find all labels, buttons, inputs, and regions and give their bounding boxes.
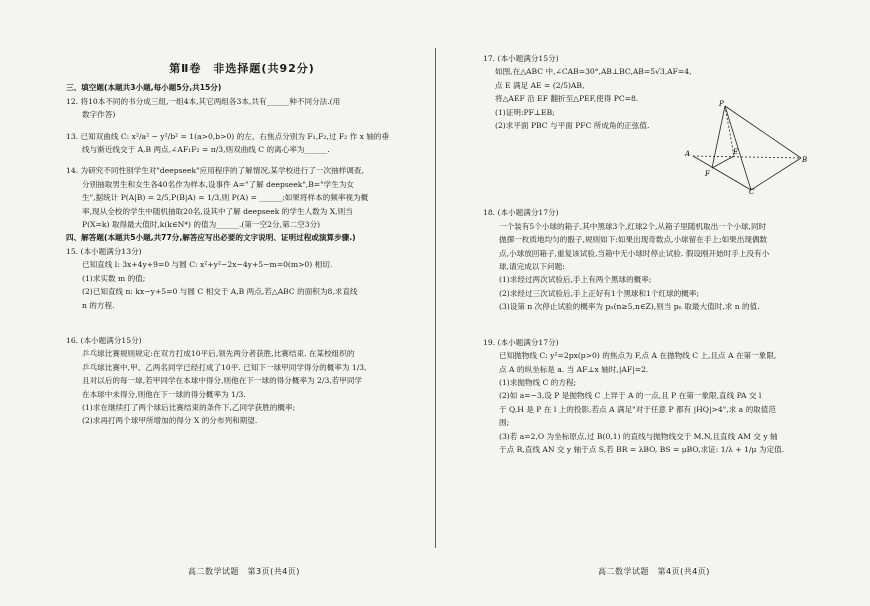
q19-line: 19. (本小题满分17分) bbox=[483, 337, 559, 347]
label-C: C bbox=[749, 188, 755, 194]
footer-left: 高二数学试题 第3页(共4页) bbox=[188, 567, 300, 576]
q18-line: 一个装有5个小球的箱子,其中黑球3个,红球2个,从箱子里随机取出一个小球,同时 bbox=[499, 221, 767, 231]
q17-line: (1)证明:PF⊥EB; bbox=[495, 107, 555, 117]
q19-line: 已知抛物线 C: y²=2px(p>0) 的焦点为 F,点 A 在抛物线 C 上,且点 A 在第一象限, bbox=[499, 351, 777, 361]
question-16 bbox=[66, 334, 418, 428]
q19-line: 点 A 的纵坐标是 a. 当 AF⊥x 轴时,|AF|=2. bbox=[499, 364, 649, 374]
edge-FE bbox=[712, 156, 734, 168]
edge-CB bbox=[751, 158, 801, 190]
q18-line: 18. (本小题满分17分) bbox=[483, 208, 559, 218]
fill-section-heading: 三、填空题(本题共3小题,每小题5分,共15分) bbox=[66, 83, 222, 93]
q15-line: 已知直线 l: 3x+4y+9=0 与圆 C: x²+y²−2x−4y+5−m=0(m>0) 相切. bbox=[82, 260, 333, 270]
label-B: B bbox=[802, 156, 808, 164]
q17-line: 将△AEF 沿 EF 翻折至△PEF,使得 PC=8. bbox=[495, 94, 639, 104]
q15-line: n 的方程. bbox=[82, 300, 115, 310]
q18-line: (3)设第 n 次停止试验的概率为 pₙ(n≥5,n∈Z),则当 pₙ 取最大值时,求 n 的值. bbox=[499, 302, 760, 312]
q18-line: 球,请完成以下问题: bbox=[499, 262, 565, 272]
q16-line: 16. (本小题满分15分) bbox=[66, 335, 142, 345]
q19-line: 围; bbox=[499, 418, 510, 428]
question-13 bbox=[66, 130, 418, 157]
label-P: P bbox=[719, 100, 724, 108]
q12-line: 数字作答) bbox=[82, 110, 116, 120]
footer-right: 高二数学试题 第4页(共4页) bbox=[598, 567, 710, 576]
q14-line: 率,现从全校的学生中随机抽取20名,设其中了解 deepseek 的学生人数为 X,则当 bbox=[82, 206, 353, 216]
column-divider bbox=[435, 48, 436, 548]
q16-line: (1)求在继续打了两个球后比赛结束的条件下,乙同学获胜的概率; bbox=[82, 402, 296, 412]
pyramid-diagram bbox=[683, 98, 809, 194]
q18-line: 抛掷一枚质地均匀的骰子,规则如下:如果出现奇数点,小球留在手上;如果出现偶数 bbox=[499, 235, 768, 245]
question-14 bbox=[66, 164, 418, 231]
label-E: E bbox=[733, 148, 739, 156]
question-15 bbox=[66, 245, 418, 312]
label-F: F bbox=[705, 170, 710, 178]
q19-line: (2)如 a=−3,设 P 是抛物线 C 上异于 A 的一点,且 P 在第一象限,直线 PA 交 l bbox=[499, 391, 762, 401]
question-19 bbox=[483, 336, 817, 457]
part-title: 第Ⅱ卷 非选择题(共92分) bbox=[169, 62, 315, 75]
q13-line: 线与渐近线交于 A,B 两点,∠AF₁F₂ = π/3,则双曲线 C 的离心率为______. bbox=[82, 145, 330, 155]
q12-line: 12. 将10本不同的书分成三组,一组4本,其它两组各3本,共有______种不同分法.(用 bbox=[66, 96, 341, 106]
q15-line: (1)求实数 m 的值; bbox=[82, 273, 146, 283]
q15-line: (2)已知直线 n: kx−y+5=0 与圆 C 相交于 A,B 两点,若△ABC 的面积为8,求直线 bbox=[82, 287, 358, 297]
question-18 bbox=[483, 206, 817, 313]
label-A: A bbox=[685, 150, 691, 158]
q16-line: 乒乓球比赛中,甲、乙两名同学已经打成了10平. 已知下一球甲同学得分的概率为 1/3, bbox=[82, 362, 367, 372]
q15-line: 15. (本小题满分13分) bbox=[66, 246, 142, 256]
q13-line: 13. 已知双曲线 C: x²/a² − y²/b² = 1(a>0,b>0) 的左、右焦点分别为 F₁,F₂,过 F₂ 作 x 轴的垂 bbox=[66, 131, 390, 141]
q19-line: (1)求抛物线 C 的方程; bbox=[499, 377, 577, 387]
q17-line: 17. (本小题满分15分) bbox=[483, 54, 559, 63]
q17-line: (2)求平面 PBC 与平面 PFC 所成角的正弦值. bbox=[495, 121, 650, 131]
q14-line: 分别抽取男生和女生各40名作为样本,设事件 A="了解 deepseek",B="学生为女 bbox=[82, 179, 355, 189]
q14-line: P(X=k) 取得最大值时,k(k∈N*) 的值为______.(第一空2分,第二空3分) bbox=[82, 220, 321, 230]
q18-line: (2)求经过三次试验后,手上正好有1个黑球和1个红球的概率; bbox=[499, 288, 700, 298]
q17-figure bbox=[683, 98, 809, 194]
q16-line: 在本球中未得分,则他在下一球的得分概率为 1/3. bbox=[82, 389, 246, 399]
q16-line: 且对以后的每一球,若甲同学在本球中得分,则他在下一球的得分概率为 2/3,若甲同学 bbox=[82, 376, 363, 386]
edge-PF bbox=[712, 106, 725, 168]
q16-line: 乒乓球比赛规则规定:在双方打成10平后,领先两分者获胜,比赛结束. 在某校组织的 bbox=[82, 349, 355, 359]
q18-line: 点,小球放回箱子,重复该试验,当箱中无小球时停止试验. 假设刚开始时手上没有小 bbox=[499, 248, 770, 258]
q14-line: 生",据统计 P(A|B) = 2/5,P(B|A) = 1/3,则 P(A) = ______;如果将样本的频率视为概 bbox=[82, 193, 369, 203]
solve-section-heading: 四、解答题(本题共5小题,共77分,解答应写出必要的文字说明、证明过程或演算步骤.) bbox=[66, 233, 356, 243]
q19-line: (3)若 a=2,O 为坐标原点,过 B(0,1) 的直线与抛物线交于 M,N,且直线 AM 交 y 轴 bbox=[499, 431, 778, 441]
q19-line: 于点 R,直线 AN 交 y 轴于点 S,若 BR = λBO, BS = μBO,求证: 1/λ + 1/μ 为定值. bbox=[499, 444, 785, 454]
edge-AB bbox=[693, 156, 801, 158]
left-column bbox=[66, 52, 418, 428]
q17-line: 如图,在△ABC 中,∠CAB=30°,AB⊥BC,AB=5√3,AF=4,点 E 满足 AE = (2/5)AB, bbox=[495, 67, 692, 90]
q14-line: 14. 为研究不同性别学生对"deepseek"应用程序的了解情况,某学校进行了一次抽样调查, bbox=[66, 166, 364, 176]
q19-line: 于 Q,H 是 P 在 l 上的投影,若点 A 满足"对于任意 P 都有 |HQ|>4",求 a 的取值范 bbox=[499, 404, 776, 414]
q18-line: (1)求经过两次试验后,手上有两个黑球的概率; bbox=[499, 275, 652, 285]
question-12 bbox=[66, 95, 418, 122]
q16-line: (2)求再打两个球甲所增加的得分 X 的分布列和期望. bbox=[82, 416, 258, 426]
